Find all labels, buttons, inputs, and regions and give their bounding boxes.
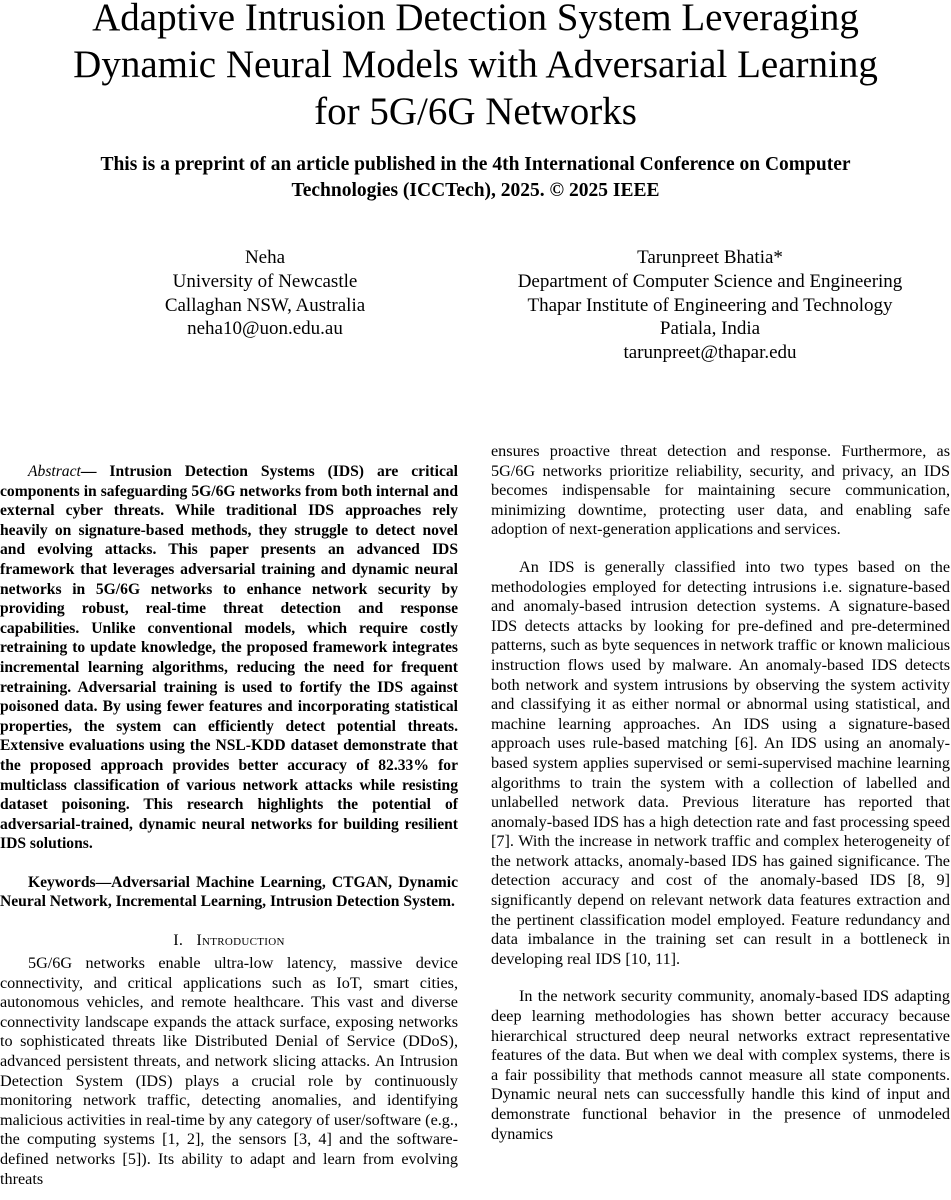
author-affiliation-line: Department of Computer Science and Engineering	[517, 270, 903, 292]
section-number: I.	[173, 931, 184, 950]
intro-paragraph-1: 5G/6G networks enable ultra-low latency, massive device connectivity, and critical applications such as IoT, smart cities, autonomous vehicles, and remote healthcare. This vast and diverse connectivity landscape expands the attack surface, exposing networks to sophisticated threats like Distributed Denial of Service (DDoS), advanced persistent threats, and network slicing attacks. An Intrusion Detection System (IDS) plays a crucial role by continuously monitoring network traffic, detecting anomalies, and identifying malicious activities in real-time by any category of user/software (e.g., the computing systems [1, 2], the sensors [3, 4] and the software-defined networks [5]). Its ability to adapt and learn from evolving threats	[0, 954, 458, 1188]
paper-title-line: for 5G/6G Networks	[314, 90, 637, 133]
section-heading-introduction	[0, 930, 458, 950]
intro-paragraph-1-continued: ensures proactive threat detection and response. Furthermore, as 5G/6G networks prioritize reliability, security, and privacy, an IDS becomes indispensable for maintaining secure communication, minimizing downtime, protecting user data, and enabling safe adoption of next-generation applications and services.	[491, 442, 950, 539]
right-column	[491, 442, 950, 1144]
author-block-1	[100, 246, 430, 341]
paper-title-line: Adaptive Intrusion Detection System Leveraging	[92, 0, 859, 39]
left-column	[0, 462, 458, 1189]
intro-paragraph-3: In the network security community, anomaly-based IDS adapting deep learning methodologies has shown better accuracy because hierarchical structured deep neural networks extract representative features of the data. But when we deal with complex systems, there is a fair possibility that methods cannot measure all state components. Dynamic neural nets can successfully handle this kind of input and demonstrate functional behavior in the presence of unmodeled dynamics	[491, 987, 950, 1143]
author-email[interactable]: neha10@uon.edu.au	[187, 318, 343, 340]
author-block-2	[480, 246, 940, 365]
abstract-text: Intrusion Detection Systems (IDS) are critical components in safeguarding 5G/6G networks from both internal and external cyber threats. While traditional IDS approaches rely heavily on signature-based methods, they struggle to detect novel and evolving attacks. This paper presents an advanced IDS framework that leverages adversarial training and dynamic neural networks in 5G/6G networks to enhance network security by providing robust, real-time threat detection and response capabilities. Unlike conventional models, which require costly retraining to update knowledge, the proposed framework integrates incremental learning algorithms, reducing the need for frequent retraining. Adversarial training is used to fortify the IDS against poisoned data. By using fewer features and incorporating statistical properties, the system can efficiently detect potential threats. Extensive evaluations using the NSL-KDD dataset demonstrate that the proposed approach provides better accuracy of 82.33% for multiclass classification of various network attacks while resisting dataset poisoning. This research highlights the potential of adversarial-trained, dynamic neural networks for building resilient IDS solutions.	[0, 463, 459, 853]
author-name: Tarunpreet Bhatia*	[637, 247, 783, 268]
preprint-notice	[20, 152, 931, 204]
author-affiliation-line: University of Newcastle	[172, 270, 358, 292]
paper-title-line: Dynamic Neural Models with Adversarial Learning	[73, 43, 878, 86]
author-affiliation-line: Patiala, India	[659, 318, 761, 340]
keywords-paragraph: Keywords—Adversarial Machine Learning, CTGAN, Dynamic Neural Network, Incremental Learning, Intrusion Detection System.	[0, 873, 458, 911]
abstract-paragraph	[0, 462, 458, 854]
paper-title	[0, 0, 951, 135]
author-email[interactable]: tarunpreet@thapar.edu	[623, 342, 797, 364]
preprint-notice-line: Technologies (ICCTech), 2025. © 2025 IEEE	[291, 180, 660, 201]
section-title: Introduction	[196, 931, 285, 950]
intro-paragraph-2: An IDS is generally classified into two types based on the methodologies employed for detecting intrusions i.e. signature-based and anomaly-based intrusion detection systems. A signature-based IDS detects attacks by looking for pre-defined and pre-determined patterns, such as byte sequences in network traffic or known malicious instruction flows used by malware. An anomaly-based IDS detects both network and system intrusions by observing the system activity and classifying it as either normal or abnormal using statistical, and machine learning approaches. An IDS using a signature-based approach uses rule-based matching [6]. An IDS using an anomaly-based system applies supervised or semi-supervised machine learning algorithms to train the system with a collection of labelled and unlabelled network data. Previous literature has reported that anomaly-based IDS has a high detection rate and fast processing speed [7]. With the increase in network traffic and complex heterogeneity of the network attacks, anomaly-based IDS has gained significance. The detection accuracy and cost of the anomaly-based IDS [8, 9] significantly depend on relevant network data features extraction and the pertinent classification model employed. Feature redundancy and data imbalance in the training set can result in a bottleneck in developing real IDS [10, 11].	[491, 557, 950, 968]
author-name: Neha	[244, 247, 286, 268]
abstract-separator: —	[80, 463, 110, 480]
abstract-label: Abstract	[28, 463, 81, 480]
preprint-notice-line: This is a preprint of an article published in the 4th International Conference on Computer	[100, 154, 851, 175]
author-affiliation-line: Callaghan NSW, Australia	[164, 294, 366, 316]
author-affiliation-line: Thapar Institute of Engineering and Technology	[527, 294, 893, 316]
